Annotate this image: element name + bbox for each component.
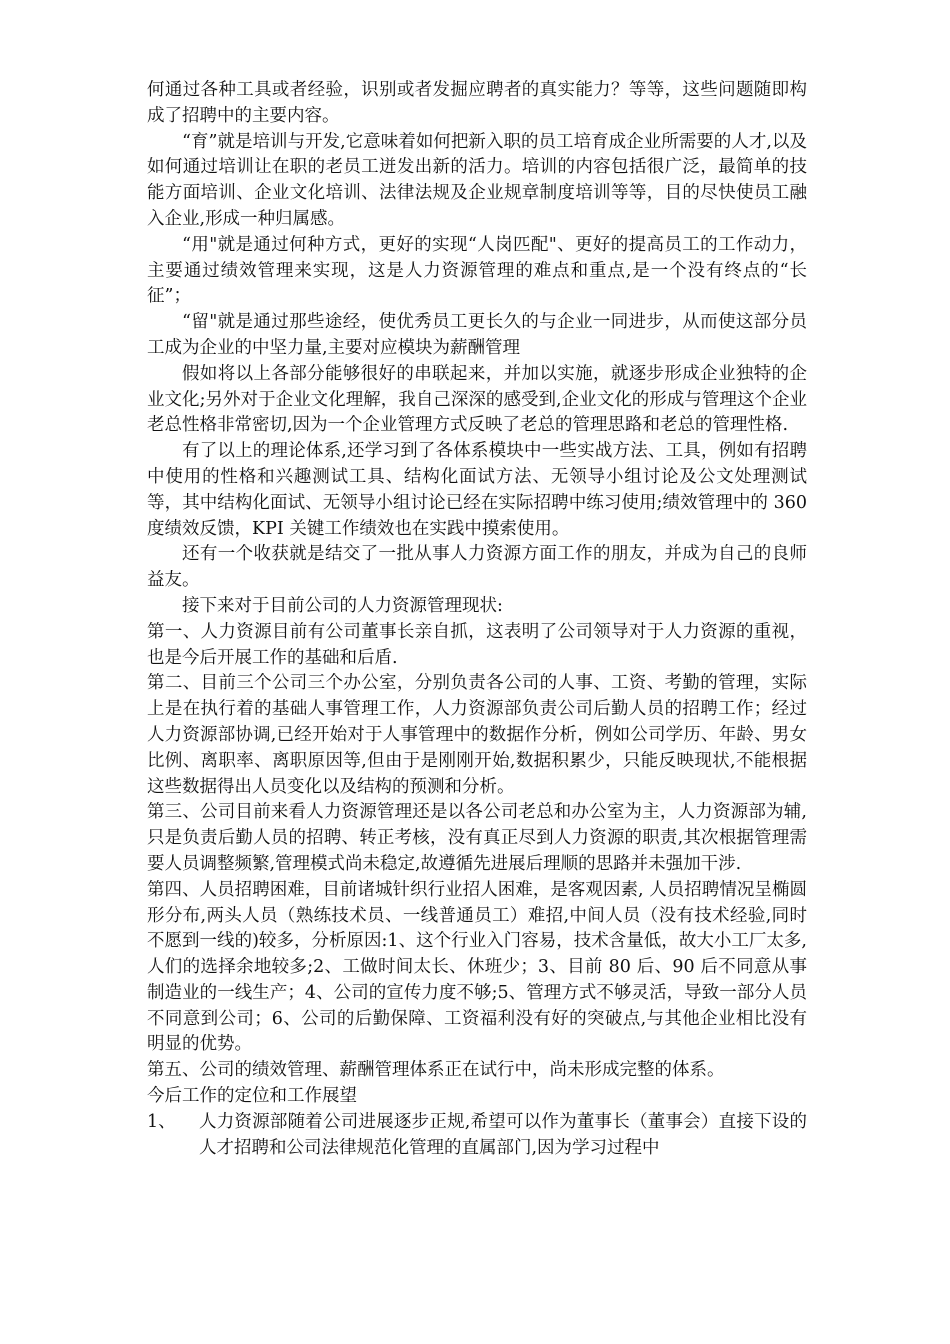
section-intro: 接下来对于目前公司的人力资源管理现状: [182, 595, 503, 616]
paragraph: “留"就是通过那些途经，使优秀员工更长久的与企业一同进步，从而使这部分员工成为企业的中坚力量,主要对应模块为薪酬管理 [147, 312, 807, 358]
status-point: 第五、公司的绩效管理、薪酬管理体系正在试行中，尚未形成完整的体系。 [147, 1060, 725, 1081]
numbered-list-item [147, 1110, 807, 1162]
list-number: 1、 [147, 1111, 176, 1132]
list-text: 人力资源部随着公司进展逐步正规,希望可以作为董事长（董事会）直接下设的人才招聘和公司法律规范化管理的直属部门,因为学习过程中 [199, 1111, 807, 1158]
status-point: 第一、人力资源目前有公司董事长亲自抓，这表明了公司领导对于人力资源的重视，也是今后开展工作的基础和后盾. [147, 621, 807, 668]
status-point: 第二、目前三个公司三个办公室，分别负责各公司的人事、工资、考勤的管理，实际上是在执行着的基础人事管理工作，人力资源部负责公司后勤人员的招聘工作；经过人力资源部协调,已经开始对于人事管理中的数据作分析，例如公司学历、年龄、男女比例、离职率、离职原因等,但由于是刚刚开始,数据积累少，只能反映现状,不能根据这些数据得出人员变化以及结构的预测和分析。 [147, 673, 807, 797]
paragraph: 何通过各种工具或者经验，识别或者发掘应聘者的真实能力？等等，这些问题随即构成了招聘中的主要内容。 [147, 80, 807, 126]
section-heading: 今后工作的定位和工作展望 [147, 1086, 357, 1107]
status-point: 第四、人员招聘困难，目前诸城针织行业招人困难，是客观因素, 人员招聘情况呈椭圆形分布,两头人员（熟练技术员、一线普通员工）难招,中间人员（没有技术经验,同时不愿到一线的)较多，分析原因:1、这个行业入门容易，技术含量低，故大小工厂太多,人们的选择余地较多;2、工做时间太长、休班少；3、目前 80 后、90 后不同意从事制造业的一线生产；4、公司的宣传力度不够;5、管理方式不够灵活，导致一部分人员不同意到公司；6、公司的后勤保障、工资福利没有好的突破点,与其他企业相比没有明显的优势。 [147, 879, 807, 1055]
paragraph: 有了以上的理论体系,还学习到了各体系模块中一些实战方法、工具，例如有招聘中使用的性格和兴趣测试工具、结构化面试方法、无领导小组讨论及公文处理测试等，其中结构化面试、无领导小组讨论已经在实际招聘中练习使用;绩效管理中的 360 度绩效反馈，KPI 关键工作绩效也在实践中摸索使用。 [147, 441, 807, 539]
paragraph: 假如将以上各部分能够很好的串联起来，并加以实施，就逐步形成企业独特的企业文化;另外对于企业文化理解，我自己深深的感受到,企业文化的形成与管理这个企业老总性格非常密切,因为一个企业管理方式反映了老总的管理思路和老总的管理性格. [147, 363, 807, 436]
paragraph: “育”就是培训与开发,它意味着如何把新入职的员工培育成企业所需要的人才,以及如何通过培训让在职的老员工迸发出新的活力。培训的内容包括很广泛，最简单的技能方面培训、企业文化培训、法律法规及企业规章制度培训等等，目的尽快使员工融入企业,形成一种归属感。 [147, 131, 807, 229]
paragraph: 还有一个收获就是结交了一批从事人力资源方面工作的朋友，并成为自己的良师益友。 [147, 544, 807, 591]
status-point: 第三、公司目前来看人力资源管理还是以各公司老总和办公室为主，人力资源部为辅,只是负责后勤人员的招聘、转正考核，没有真正尽到人力资源的职责,其次根据管理需要人员调整频繁,管理模式尚未稳定,故遵循先进展后理顺的思路并未强加干涉. [147, 802, 807, 874]
paragraph: “用"就是通过何种方式，更好的实现“人岗匹配"、更好的提高员工的工作动力，主要通过绩效管理来实现，这是人力资源管理的难点和重点,是一个没有终点的“长征”； [147, 234, 807, 307]
document-body [147, 78, 807, 1161]
